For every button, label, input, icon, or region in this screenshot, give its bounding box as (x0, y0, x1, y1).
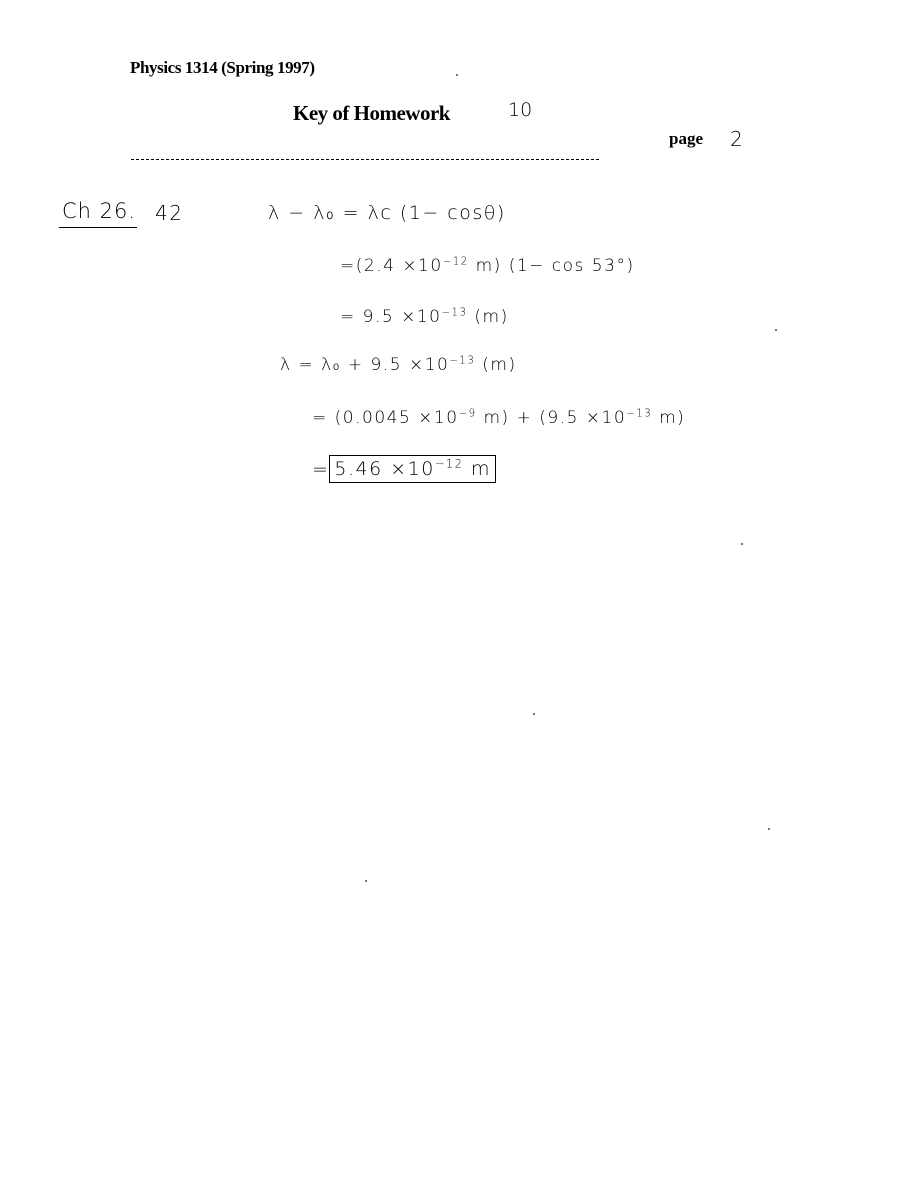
scan-speck (775, 329, 777, 331)
result-exponent: −12 (434, 457, 464, 471)
equation-line-2-a: =(2.4 ×10 (340, 256, 443, 276)
scan-speck (456, 74, 458, 76)
equation-line-1-text: λ − λ₀ = λc (1− cosθ) (268, 202, 506, 224)
equation-line-4 (280, 355, 517, 375)
scan-speck (365, 880, 367, 882)
scan-speck (741, 543, 743, 545)
equation-line-3-exponent: −13 (441, 307, 468, 319)
homework-number: 10 (508, 99, 533, 121)
scan-speck (768, 828, 770, 830)
equation-line-4-b: (m) (482, 355, 517, 375)
result-equals: = (312, 458, 330, 481)
equation-line-3 (340, 307, 509, 327)
result-box (329, 455, 496, 483)
equation-line-2-b: m) (1− cos 53°) (475, 256, 635, 276)
equation-line-5-a: = (0.0045 ×10 (312, 408, 459, 428)
equation-line-5-c: m) (659, 408, 686, 428)
chapter-label: Ch 26. (62, 199, 137, 223)
equation-line-3-b: (m) (474, 307, 509, 327)
equation-line-5 (312, 408, 685, 428)
header-divider (131, 159, 599, 160)
equation-line-4-a: λ = λ₀ + 9.5 ×10 (280, 355, 450, 375)
course-heading: Physics 1314 (Spring 1997) (130, 58, 315, 77)
result-line (312, 457, 496, 480)
scan-speck (533, 713, 535, 715)
result-unit: m (470, 458, 491, 481)
problem-number: 42 (155, 201, 184, 225)
equation-line-4-exponent: −13 (449, 355, 476, 367)
equation-line-2-exponent: −12 (442, 256, 469, 268)
equation-line-5-exponent-1: −9 (458, 408, 477, 420)
chapter-underline (59, 227, 137, 228)
equation-line-3-a: = 9.5 ×10 (340, 307, 442, 327)
result-value: 5.46 ×10 (334, 458, 435, 481)
equation-line-5-b: m) + (9.5 ×10 (483, 408, 627, 428)
page-number: 2 (730, 127, 743, 151)
document-title: Key of Homework (293, 101, 450, 125)
equation-line-2 (340, 256, 635, 276)
equation-line-1 (268, 202, 506, 224)
page-label: page (669, 129, 703, 148)
equation-line-5-exponent-2: −13 (626, 408, 653, 420)
